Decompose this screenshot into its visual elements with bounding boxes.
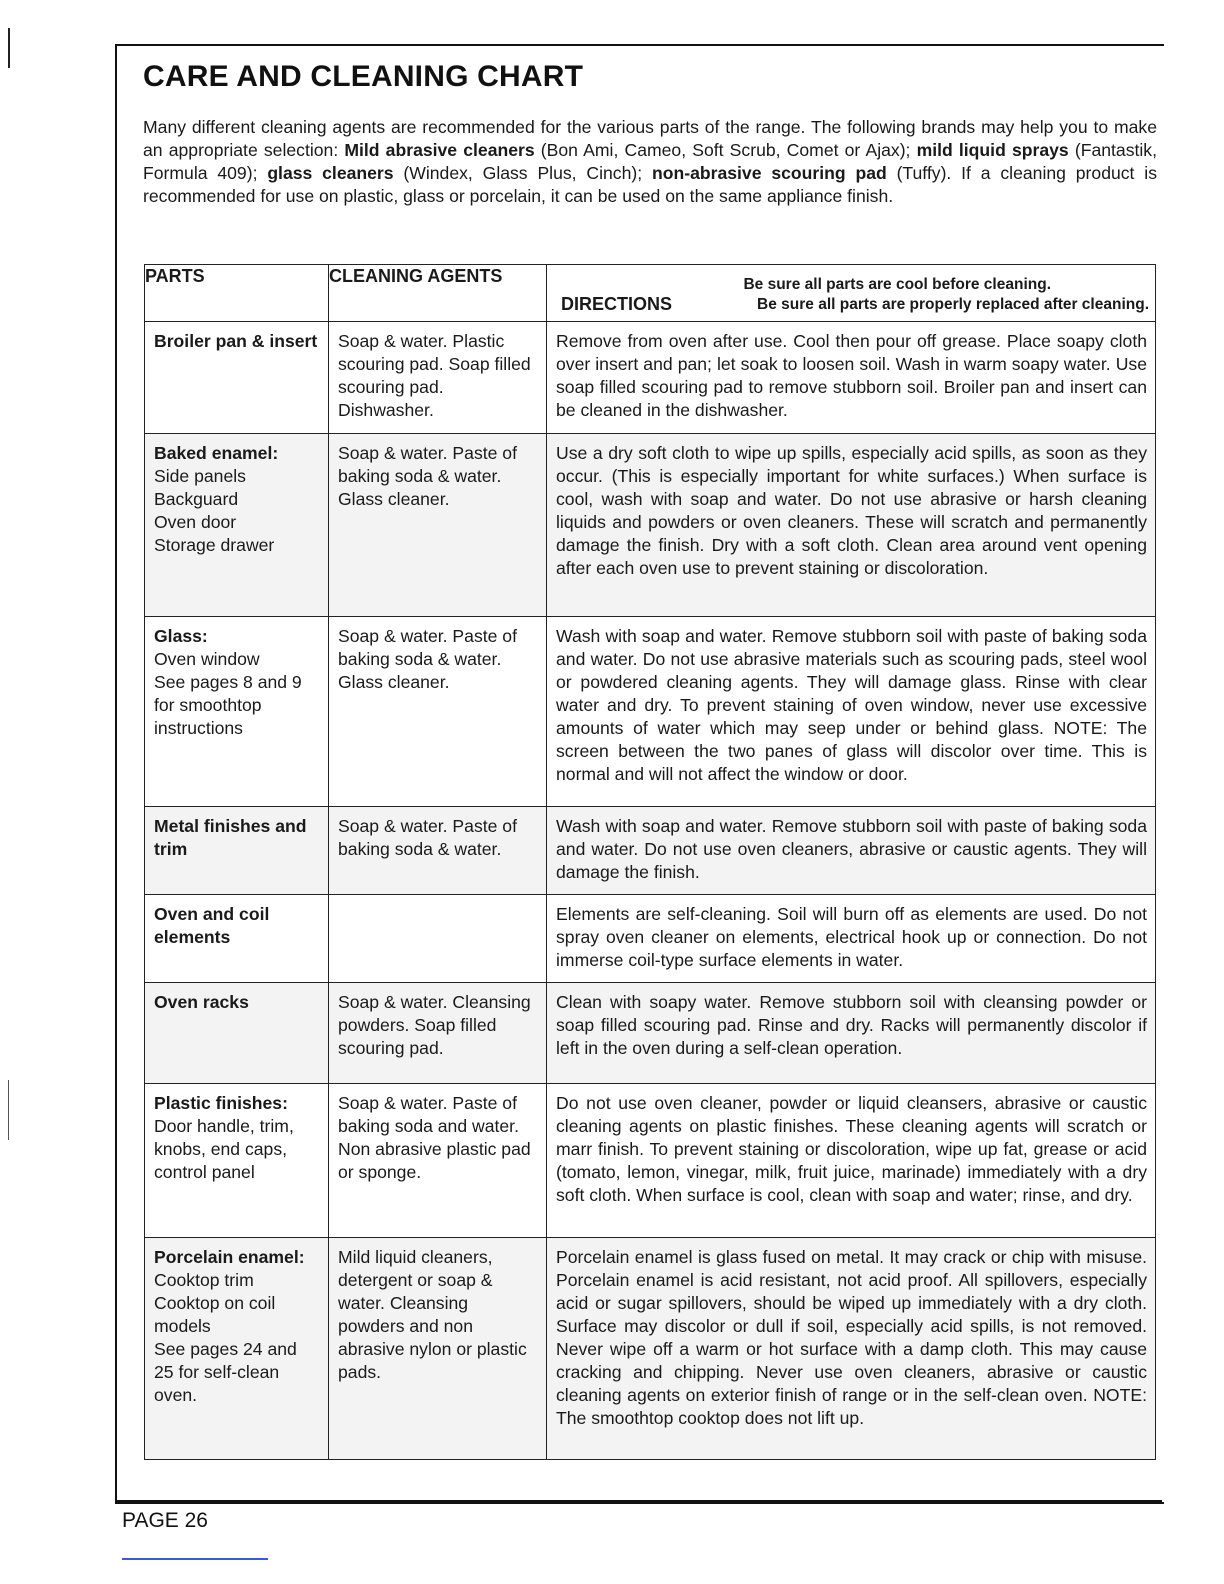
part-cell [145,983,329,1084]
part-subitem: Backguard [154,489,239,509]
part-subitem: Oven door [154,512,237,532]
agents-cell [329,434,547,617]
part-subitem: Oven window [154,649,260,669]
directions-cell [547,895,1156,983]
intro-text: Many different cleaning agents are recommended for the various parts of the range. The following brands may help you to make an appropriate selection: [143,117,1157,160]
table-row [145,895,1156,983]
directions-cell [547,434,1156,617]
directions-text: Remove from oven after use. Cool then pour off grease. Place soapy cloth over insert and pan; let soak to loosen soil. Wash in warm soapy water. Use soap filled scouring pad to remove stubborn soil. Broiler pan and insert can be cleaned in the dishwasher. [556,331,1147,420]
part-heading: Metal finishes and trim [154,816,307,859]
directions-cell [547,1238,1156,1460]
intro-text: (Tuffy). If a cleaning product is recommended for use on plastic, glass or porcelain, it can be used on the same appliance finish. [143,163,1157,206]
part-cell [145,322,329,434]
table-header-row [145,265,1156,322]
part-heading: Broiler pan & insert [154,331,318,351]
directions-text: Porcelain enamel is glass fused on metal. It may crack or chip with misuse. Porcelain enamel is acid resistant, not acid proof. All spillovers, especially acid or sugar spillovers, should be wiped up immediately with a dry cloth. Surface may discolor or dull if soil, especially acid spills, is not removed. Never wipe off a warm or hot surface with a damp cloth. This may cause cracking and chipping. Never use oven cleaners, abrasive or caustic cleaning agents on exterior finish of range or in the self-clean oven. NOTE: The smoothtop cooktop does not lift up. [556,1247,1147,1428]
directions-text: Wash with soap and water. Remove stubborn soil with paste of baking soda and water. Do not use abrasive materials such as scouring pads, steel wool or powdered cleaning agents. They will damage glass. Rinse with clear water and dry. To prevent staining of oven window, never use excessive amounts of water which may seep under or behind glass. NOTE: The screen between the two panes of glass will discolor over time. This is normal and will not affect the window or door. [556,626,1147,784]
agents-text: Soap & water. Paste of baking soda & water. [338,816,517,859]
table-row [145,807,1156,895]
page-title: CARE AND CLEANING CHART [143,60,584,93]
part-subitem: Side panels [154,466,246,486]
scan-edge-line [122,1558,268,1560]
part-cell [145,895,329,983]
part-subitem: Storage drawer [154,535,275,555]
part-cell [145,434,329,617]
table-row [145,1238,1156,1460]
part-cell [145,807,329,895]
directions-text: Elements are self-cleaning. Soil will burn off as elements are used. Do not spray oven cleaner on elements, electrical hook up or connection. Do not immerse coil-type surface elements in water. [556,904,1147,970]
directions-text: Wash with soap and water. Remove stubborn soil with paste of baking soda and water. Do not use oven cleaners, abrasive or caustic agents. They will damage the finish. [556,816,1147,882]
part-cell [145,1238,329,1460]
part-heading: Glass: [154,626,208,646]
directions-text: Use a dry soft cloth to wipe up spills, especially acid spills, as soon as they occur. (This is especially important for white surfaces.) When surface is cool, wash with soap and water. Do not use abrasive or harsh cleaning liquids and powders or oven cleaners. These will scratch and permanently damage the finish. Dry with a soft cloth. Clean area around vent opening after each oven use to prevent staining or discoloration. [556,443,1147,578]
scan-edge-mark [8,28,10,68]
agents-text: Soap & water. Paste of baking soda and water. Non abrasive plastic pad or sponge. [338,1093,531,1182]
intro-bold: non-abrasive scouring pad [651,163,887,183]
part-heading: Plastic finishes: [154,1093,288,1113]
header-note-replaced: Be sure all parts are properly replaced after cleaning. [757,296,1149,313]
header-directions-label: DIRECTIONS [561,294,673,314]
directions-text: Do not use oven cleaner, powder or liquid cleansers, abrasive or caustic cleaning agents on plastic finishes. These cleaning agents will scratch or marr finish. To prevent staining or discoloration, wipe up fat, grease or acid (tomato, lemon, vinegar, milk, fruit juice, marinade) immediately with a dry soft cloth. When surface is cool, clean with soap and water; rinse, and dry. [556,1093,1147,1205]
header-note-cool: Be sure all parts are cool before cleaning. [743,276,1051,293]
intro-text: (Windex, Glass Plus, Cinch); [393,163,652,183]
part-subitem: See pages 8 and 9 for smoothtop instructions [154,672,302,738]
agents-text: Soap & water. Plastic scouring pad. Soap filled scouring pad. Dishwasher. [338,331,531,420]
agents-text: Soap & water. Paste of baking soda & water. Glass cleaner. [338,443,517,509]
header-parts: PARTS [145,265,329,322]
table-row [145,1084,1156,1238]
intro-paragraph [143,116,1157,208]
part-subitem: See pages 24 and 25 for self-clean oven. [154,1339,297,1405]
intro-bold: Mild abrasive cleaners [344,140,535,160]
intro-text: (Fantastik, Formula 409); [143,140,1157,183]
table-row [145,322,1156,434]
intro-text: (Bon Ami, Cameo, Soft Scrub, Comet or Ajax); [534,140,917,160]
agents-cell [329,617,547,807]
directions-cell [547,617,1156,807]
header-directions [547,265,1156,322]
agents-cell [329,807,547,895]
part-heading: Oven racks [154,992,249,1012]
part-cell [145,617,329,807]
part-heading: Porcelain enamel: [154,1247,305,1267]
intro-bold: mild liquid sprays [916,140,1069,160]
table-row [145,983,1156,1084]
part-heading: Baked enamel: [154,443,279,463]
agents-text: Soap & water. Paste of baking soda & water. Glass cleaner. [338,626,517,692]
agents-text: Soap & water. Cleansing powders. Soap filled scouring pad. [338,992,531,1058]
agents-cell [329,322,547,434]
part-subitem: Cooktop trim [154,1270,254,1290]
directions-text: Clean with soapy water. Remove stubborn soil with cleansing powder or soap filled scouring pad. Rinse and dry. Racks will permanently discolor if left in the oven during a self-clean operation. [556,992,1147,1058]
scan-edge-mark [8,1080,9,1140]
directions-cell [547,807,1156,895]
agents-cell [329,895,547,983]
directions-cell [547,1084,1156,1238]
table-row [145,617,1156,807]
agents-text: Mild liquid cleaners, detergent or soap & water. Cleansing powders and non abrasive nylon or plastic pads. [338,1247,527,1382]
header-cleaning-agents: CLEANING AGENTS [329,265,547,322]
directions-cell [547,322,1156,434]
part-subitem: Cooktop on coil models [154,1293,276,1336]
agents-text [329,895,546,909]
directions-cell [547,983,1156,1084]
page-number: PAGE 26 [122,1509,208,1532]
agents-cell [329,1238,547,1460]
care-chart-table [144,264,1156,1460]
part-heading: Oven and coil elements [154,904,270,947]
part-cell [145,1084,329,1238]
agents-cell [329,1084,547,1238]
footer-rule [115,1500,1162,1502]
intro-bold: glass cleaners [267,163,394,183]
table-row [145,434,1156,617]
agents-cell [329,983,547,1084]
part-subitem: Door handle, trim, knobs, end caps, control panel [154,1116,294,1182]
